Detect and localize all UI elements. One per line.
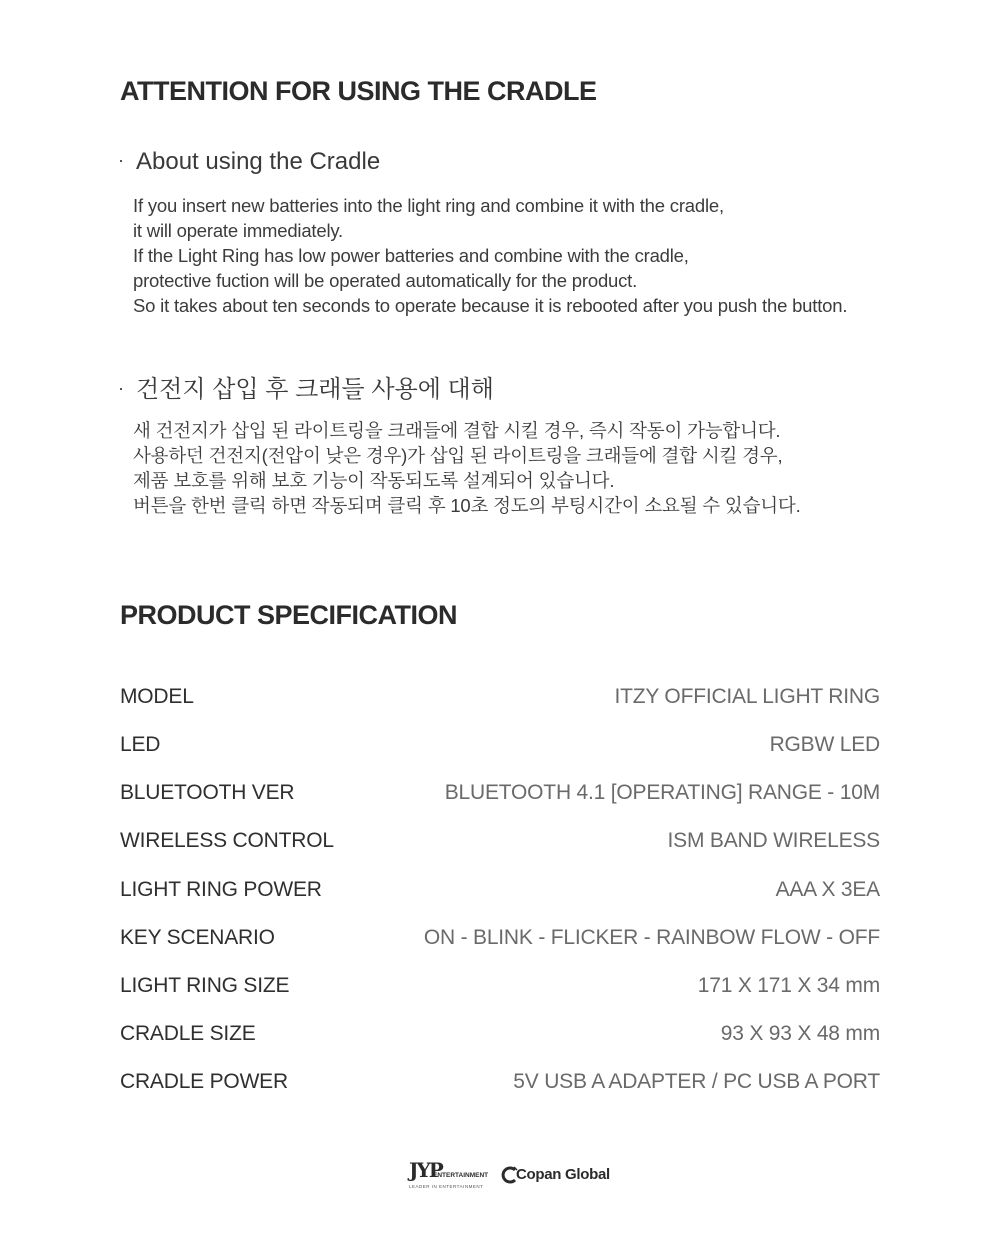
paragraph-line: If you insert new batteries into the light ring and combine it with the cradle, (133, 195, 724, 216)
spec-label: LIGHT RING POWER (120, 878, 322, 901)
spec-row-wireless (120, 829, 880, 859)
spec-value: ISM BAND WIRELESS (667, 829, 880, 852)
paragraph-line: 새 건전지가 삽입 된 라이트링을 크래들에 결합 시킬 경우, 즉시 작동이 가능합니다. (133, 420, 781, 441)
paragraph-line: 제품 보호를 위해 보호 기능이 작동되도록 설계되어 있습니다. (133, 470, 615, 491)
spec-value: ITZY OFFICIAL LIGHT RING (614, 685, 880, 708)
spec-label: CRADLE POWER (120, 1070, 288, 1093)
paragraph-line: If the Light Ring has low power batteries and combine with the cradle, (133, 245, 689, 266)
spec-label: CRADLE SIZE (120, 1022, 256, 1045)
spec-value: ON - BLINK - FLICKER - RAINBOW FLOW - OFF (423, 926, 880, 949)
paragraph-line: it will operate immediately. (133, 220, 343, 241)
spec-row-cradle-power (120, 1070, 880, 1100)
jyp-mark: JYP (409, 1158, 442, 1182)
spec-row-cradle-size (120, 1022, 880, 1052)
jyp-logo (409, 1158, 491, 1192)
spec-row-model (120, 685, 880, 715)
english-subheading-text: About using the Cradle (136, 148, 381, 175)
spec-value: BLUETOOTH 4.1 [OPERATING] RANGE - 10M (444, 781, 880, 804)
spec-value: 5V USB A ADAPTER / PC USB A PORT (513, 1070, 880, 1093)
korean-subheading-text: 건전지 삽입 후 크래들 사용에 대해 (136, 376, 494, 403)
footer-logos (0, 1158, 1000, 1194)
spec-value: AAA X 3EA (775, 878, 880, 901)
jyp-tagline: LEADER IN ENTERTAINMENT (409, 1184, 484, 1189)
spec-label: BLUETOOTH VER (120, 781, 295, 804)
paragraph-line: 사용하던 건전지(전압이 낮은 경우)가 삽입 된 라이트링을 크래들에 결합 시킬 경우, (133, 445, 783, 466)
spec-value: 171 X 171 X 34 mm (697, 974, 880, 997)
attention-title: ATTENTION FOR USING THE CRADLE (120, 76, 597, 106)
spec-value: 93 X 93 X 48 mm (720, 1022, 880, 1045)
paragraph-line: 버튼을 한번 클릭 하면 작동되며 클릭 후 10초 정도의 부팅시간이 소요될 수 있습니다. (133, 495, 801, 516)
spec-row-ring-size (120, 974, 880, 1004)
paragraph-line: So it takes about ten seconds to operate because it is rebooted after you push the button. (133, 295, 848, 316)
spec-row-bluetooth (120, 781, 880, 811)
spec-row-power (120, 878, 880, 908)
spec-label: LED (120, 733, 161, 756)
english-subheading (118, 148, 380, 176)
spec-row-led (120, 733, 880, 763)
spec-title: PRODUCT SPECIFICATION (120, 600, 458, 630)
korean-subheading (118, 369, 494, 404)
spec-label: KEY SCENARIO (120, 926, 275, 949)
spec-label: MODEL (120, 685, 194, 708)
spec-value: RGBW LED (769, 733, 880, 756)
korean-paragraph (133, 418, 801, 518)
bullet-dot: · (118, 150, 124, 170)
bullet-dot: · (118, 378, 124, 398)
spec-label: LIGHT RING SIZE (120, 974, 290, 997)
copan-text: Copan Global (516, 1166, 610, 1183)
english-paragraph (133, 193, 847, 318)
spec-label: WIRELESS CONTROL (120, 829, 334, 852)
jyp-entertainment: ENTERTAINMENT (433, 1172, 489, 1179)
spec-row-scenario (120, 926, 880, 956)
paragraph-line: protective fuction will be operated automatically for the product. (133, 270, 638, 291)
